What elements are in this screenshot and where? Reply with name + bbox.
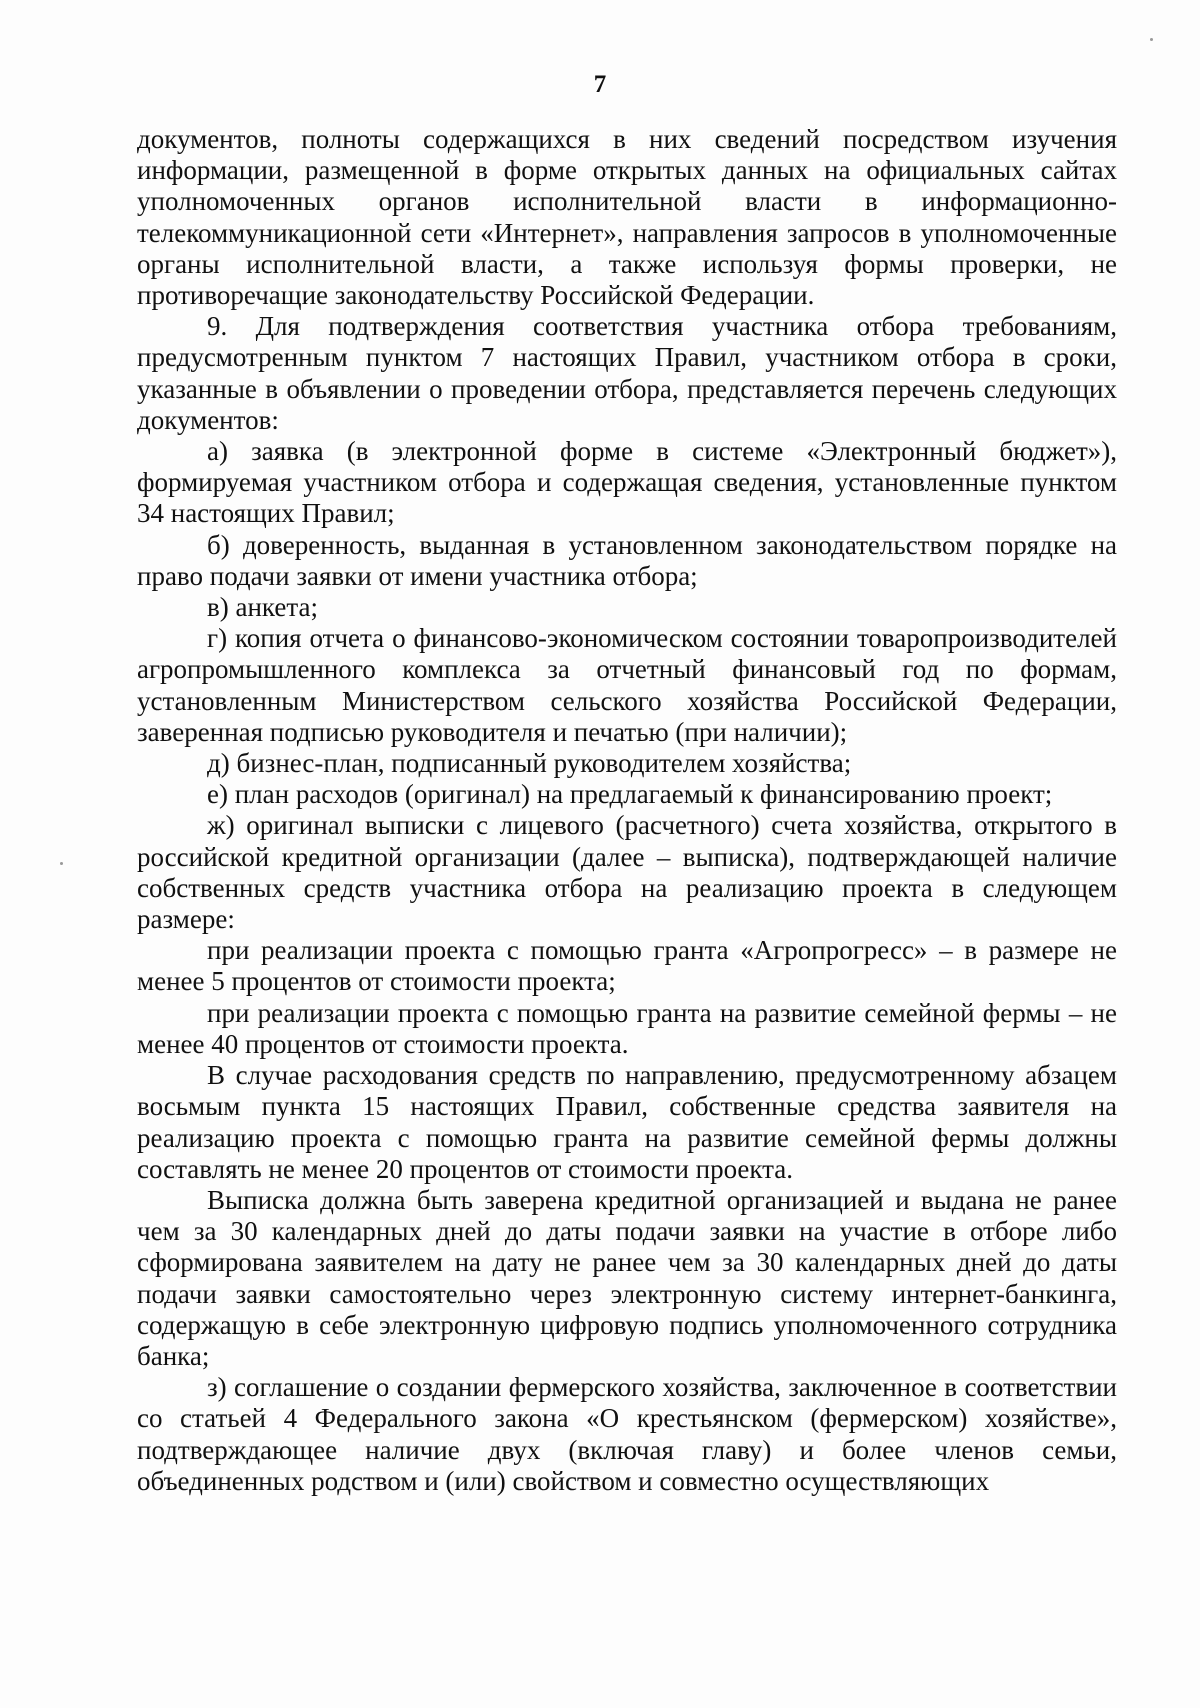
paragraph-continuation: документов, полноты содержащихся в них сведений посредством изучения информации, размещенной в форме открытых данных на официальных сайтах уполномоченных органов исполнительной власти в информационно-телекоммуникационной сети «Интернет», направления запросов в уполномоченные органы исполнительной власти, а также используя формы проверки, не противоречащие законодательству Российской Федерации. <box>137 124 1117 311</box>
list-item-b: б) доверенность, выданная в установленном законодательством порядке на право подачи заявки от имени участника отбора; <box>137 529 1117 591</box>
list-item-d: д) бизнес-план, подписанный руководителем хозяйства; <box>207 748 852 779</box>
scan-speck <box>60 862 63 865</box>
list-item-a: а) заявка (в электронной форме в системе «Электронный бюджет»), формируемая участником отбора и содержащая сведения, установленные пунктом 34 настоящих Правил; <box>137 436 1117 529</box>
page-number: 7 <box>593 71 607 98</box>
paragraph-agroprogress: при реализации проекта с помощью гранта «Агропрогресс» – в размере не менее 5 процентов от стоимости проекта; <box>137 935 1117 997</box>
paragraph-family-farm: при реализации проекта с помощью гранта на развитие семейной фермы – не менее 40 процентов от стоимости проекта. <box>137 997 1117 1059</box>
paragraph-statement-requirements: Выписка должна быть заверена кредитной организацией и выдана не ранее чем за 30 календарных дней до даты подачи заявки на участие в отборе либо сформирована заявителем на дату не ранее чем за 30 календарных дней до даты подачи заявки самостоятельно через электронную систему интернет-банкинга, содержащую в себе электронную цифровую подпись уполномоченного сотрудника банка; <box>137 1184 1117 1371</box>
list-item-e: е) план расходов (оригинал) на предлагаемый к финансированию проект; <box>207 779 1053 810</box>
document-body <box>137 124 1117 1497</box>
list-item-zh: ж) оригинал выписки с лицевого (расчетного) счета хозяйства, открытого в российской кредитной организации (далее – выписка), подтверждающей наличие собственных средств участника отбора на реализацию проекта в следующем размере: <box>137 810 1117 935</box>
paragraph-spending-case: В случае расходования средств по направлению, предусмотренному абзацем восьмым пункта 15 настоящих Правил, собственные средства заявителя на реализацию проекта с помощью гранта на развитие семейной фермы должны составлять не менее 20 процентов от стоимости проекта. <box>137 1060 1117 1184</box>
scan-speck <box>1150 38 1153 41</box>
list-item-z: з) соглашение о создании фермерского хозяйства, заключенное в соответствии со статьей 4 Федерального закона «О крестьянском (фермерском) хозяйстве», подтверждающее наличие двух (включая главу) и более членов семьи, объединенных родством и (или) свойством и совместно осуществляющих <box>137 1372 1117 1496</box>
list-item-v: в) анкета; <box>207 592 318 623</box>
paragraph-item-9: 9. Для подтверждения соответствия участника отбора требованиям, предусмотренным пунктом 7 настоящих Правил, участником отбора в сроки, указанные в объявлении о проведении отбора, представляется перечень следующих документов: <box>137 311 1117 435</box>
list-item-g: г) копия отчета о финансово-экономическом состоянии товаропроизводителей агропромышленного комплекса за отчетный финансовый год по формам, установленным Министерством сельского хозяйства Российской Федерации, заверенная подписью руководителя и печатью (при наличии); <box>137 623 1117 747</box>
